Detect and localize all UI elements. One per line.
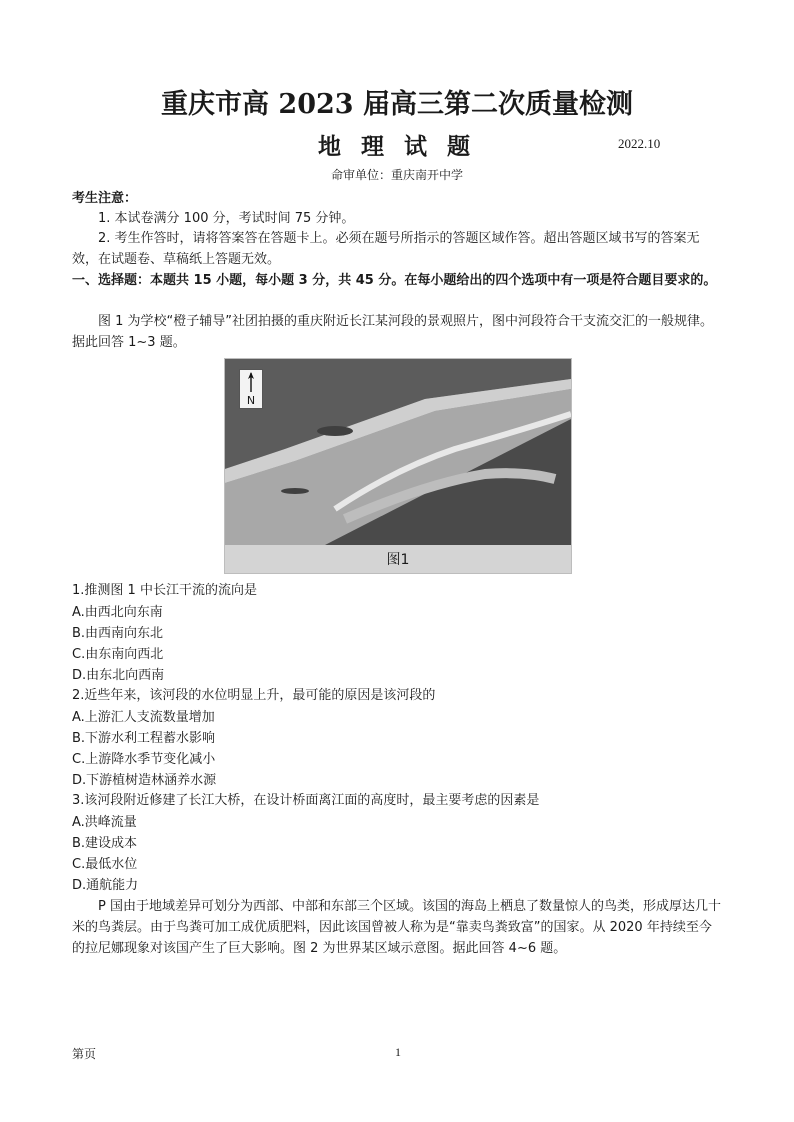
intro-paragraph-1: 图 1 为学校“橙子辅导”社团拍摄的重庆附近长江某河段的景观照片，图中河段符合干支流交汇的一般规律。据此回答 1~3 题。 <box>72 314 714 350</box>
question-1-option-c: C.由东南向西北 <box>72 647 164 662</box>
question-2-option-d: D.下游植树造林涵养水源 <box>72 773 217 788</box>
notice-heading: 考生注意： <box>72 191 138 206</box>
question-1-stem: 1.推测图 1 中长江干流的流向是 <box>72 583 257 598</box>
question-2-stem: 2.近些年来，该河段的水位明显上升，最可能的原因是该河段的 <box>72 688 436 703</box>
exam-subtitle: 地 理 试 题 <box>317 134 477 160</box>
question-3-option-b: B.建设成本 <box>72 836 138 851</box>
river-photo-illustration <box>225 359 571 573</box>
section-heading: 一、选择题：本题共 15 小题，每小题 3 分，共 45 分。在每小题给出的四个选项中有一项是符合题目要求的。 <box>72 273 717 288</box>
notice-item-2: 2. 考生作答时，请将答案答在答题卡上。必须在题号所指示的答题区域作答。超出答题区域书写的答案无效，在试题卷、草稿纸上答题无效。 <box>72 231 700 267</box>
figure-1-caption: 图1 <box>386 552 410 568</box>
intro-paragraph-2: P 国由于地域差异可划分为西部、中部和东部三个区域。该国的海岛上栖息了数量惊人的鸟类，形成厚达几十米的鸟粪层。由于鸟粪可加工成优质肥料，因此该国曾被人称为是“靠卖鸟粪致富”的国家。从 2020 年持续至今的拉尼娜现象对该国产生了巨大影响。图 2 为世界某区域示意图。据此回答 4~6 题。 <box>72 899 721 956</box>
question-3-option-a: A.洪峰流量 <box>72 815 137 830</box>
question-1-option-a: A.由西北向东南 <box>72 605 163 620</box>
north-label: N <box>246 394 256 407</box>
north-arrow <box>239 369 263 409</box>
question-3-option-c: C.最低水位 <box>72 857 138 872</box>
footer-page-number: 1 <box>395 1045 401 1059</box>
question-2-option-b: B.下游水利工程蓄水影响 <box>72 731 216 746</box>
exam-title: 重庆市高 2023 届高三第二次质量检测 <box>161 89 633 120</box>
exam-date: 2022.10 <box>618 136 661 151</box>
notice-item-1: 1. 本试卷满分 100 分，考试时间 75 分钟。 <box>98 211 355 226</box>
question-3-option-d: D.通航能力 <box>72 878 139 893</box>
exam-unit: 命审单位：重庆南开中学 <box>330 168 463 182</box>
north-arrow-icon <box>240 370 262 396</box>
question-2-option-a: A.上游汇人支流数量增加 <box>72 710 215 725</box>
figure-1-photo <box>224 358 572 574</box>
question-1-option-d: D.由东北向西南 <box>72 668 165 683</box>
question-3-stem: 3.该河段附近修建了长江大桥，在设计桥面离江面的高度时，最主要考虑的因素是 <box>72 793 540 808</box>
question-1-option-b: B.由西南向东北 <box>72 626 164 641</box>
question-2-option-c: C.上游降水季节变化减小 <box>72 752 216 767</box>
footer-label: 第页 <box>72 1047 97 1061</box>
